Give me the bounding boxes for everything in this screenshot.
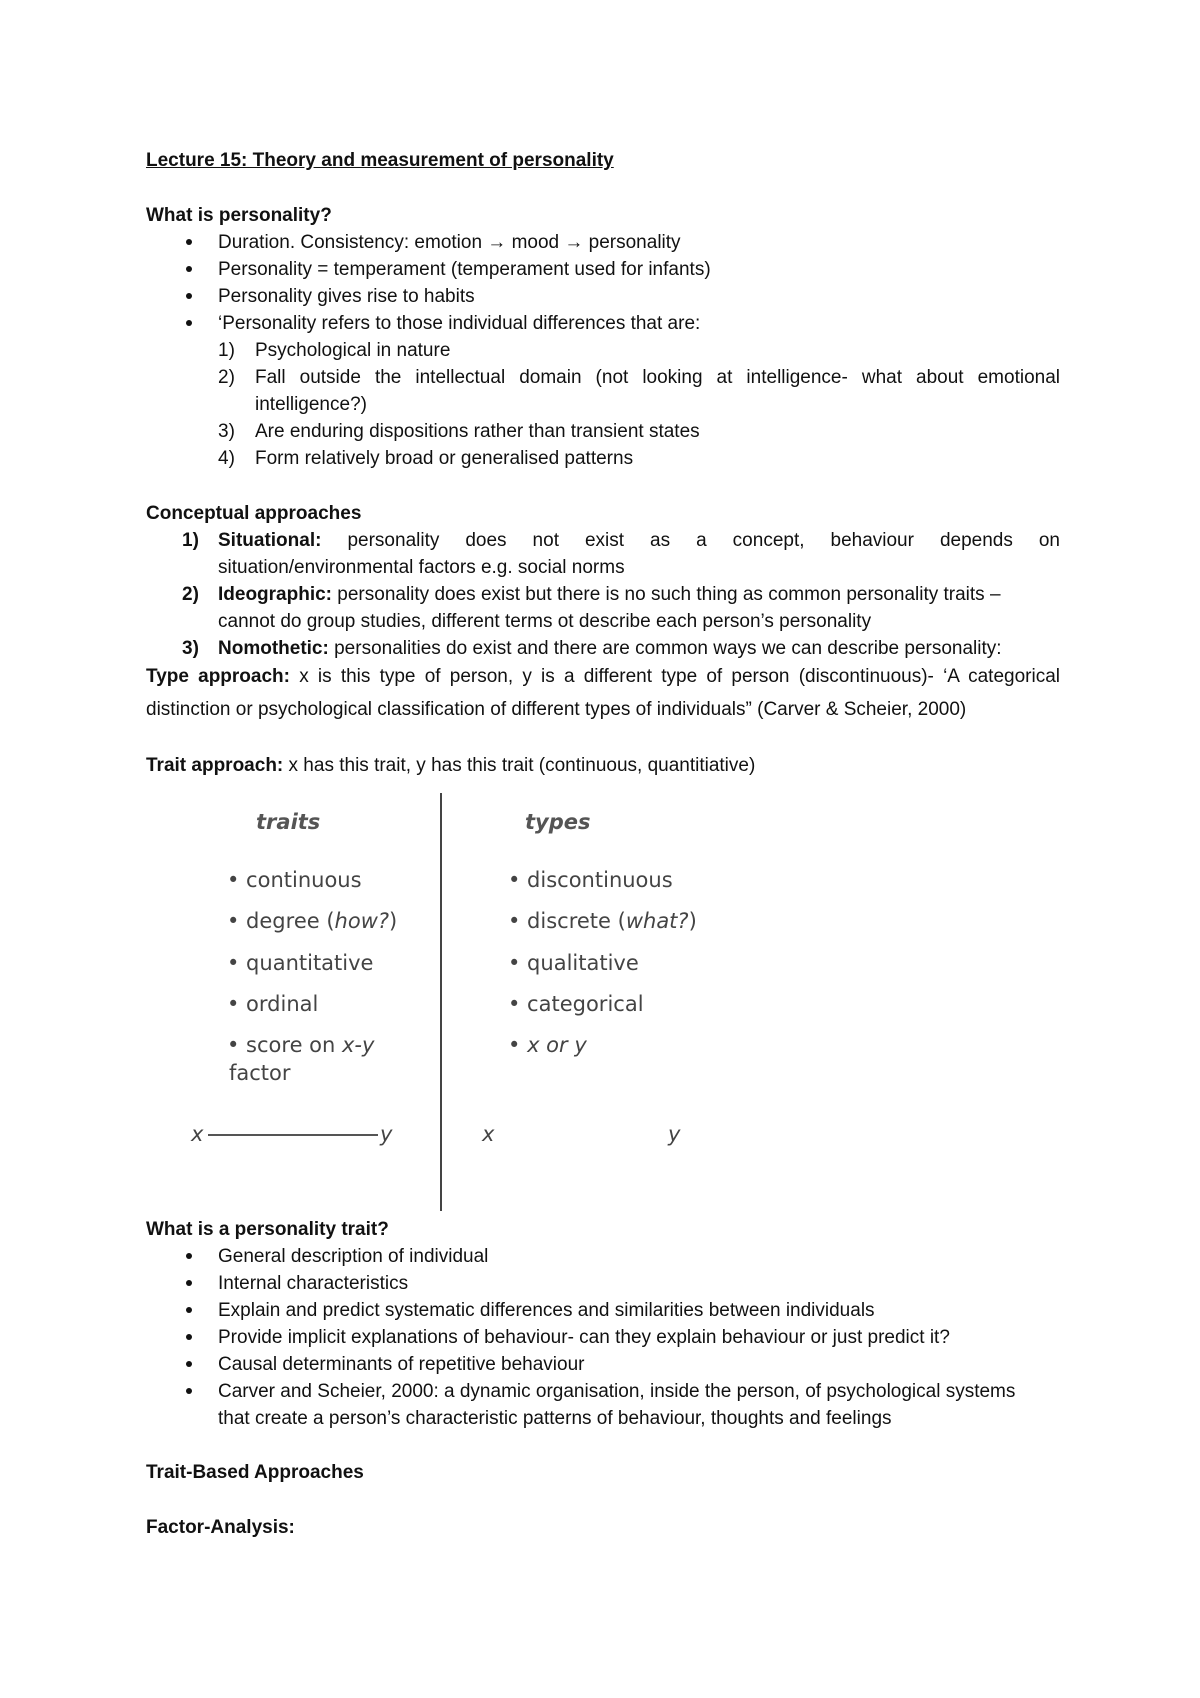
list-item-continuation: situation/environmental factors e.g. social norms — [218, 557, 625, 578]
type-approach-continuation: distinction or psychological classification of different types of individuals” (Carver & Scheier, 2000) — [146, 699, 967, 720]
bullet-dot — [186, 239, 192, 245]
bullet-dot — [186, 293, 192, 299]
list-item: Carver and Scheier, 2000: a dynamic organisation, inside the person, of psychological systems — [218, 1381, 1016, 1402]
list-item-continuation: that create a person’s characteristic patterns of behaviour, thoughts and feelings — [218, 1408, 892, 1429]
diagram-divider — [440, 793, 442, 1211]
list-number: 2) — [218, 367, 235, 388]
term-label: Trait approach: — [146, 755, 284, 776]
list-item: Fall outside the intellectual domain (not looking at intelligence- what about emotional — [255, 367, 1060, 388]
list-item: Duration. Consistency: emotion → mood → personality — [218, 232, 681, 253]
bullet-dot — [186, 1280, 192, 1286]
term-text: personality does exist but there is no such thing as common personality traits – — [337, 584, 1001, 605]
heading-trait-based-approaches: Trait-Based Approaches — [146, 1462, 364, 1483]
list-number: 1) — [182, 530, 199, 551]
diagram-traits-heading: traits — [256, 810, 321, 834]
diagram-text: ) — [389, 909, 398, 933]
list-item: Explain and predict systematic differences and similarities between individuals — [218, 1300, 875, 1321]
heading-factor-analysis: Factor-Analysis: — [146, 1517, 295, 1538]
list-item-ideographic — [218, 584, 1001, 606]
diagram-text-italic: x-y — [342, 1033, 375, 1057]
axis-y-label-types: y — [668, 1122, 681, 1146]
term-label: Ideographic: — [218, 584, 333, 605]
diagram-text: ) — [688, 909, 697, 933]
diagram-trait-item: • continuous — [227, 868, 362, 892]
bullet-dot — [186, 1307, 192, 1313]
list-item: General description of individual — [218, 1246, 489, 1267]
list-item: Personality = temperament (temperament used for infants) — [218, 259, 711, 280]
diagram-type-item: • qualitative — [508, 951, 639, 975]
axis-x-label-traits: x — [191, 1122, 204, 1146]
page-title: Lecture 15: Theory and measurement of personality — [146, 150, 614, 171]
diagram-text: • discrete ( — [508, 909, 626, 933]
list-number: 2) — [182, 584, 199, 605]
diagram-text-italic: what? — [625, 909, 689, 933]
list-item: Psychological in nature — [255, 340, 451, 361]
list-item: Are enduring dispositions rather than transient states — [255, 421, 700, 442]
heading-what-is-personality: What is personality? — [146, 205, 332, 226]
list-item: Form relatively broad or generalised patterns — [255, 448, 634, 469]
diagram-text: • score on — [227, 1033, 342, 1057]
bullet-dot — [186, 1388, 192, 1394]
diagram-type-item: • discontinuous — [508, 868, 673, 892]
list-item: Provide implicit explanations of behaviour- can they explain behaviour or just predict it? — [218, 1327, 950, 1348]
diagram-text: • — [508, 1033, 528, 1057]
term-text: x is this type of person, y is a different type of person (discontinuous)- ‘A categorical — [299, 666, 1060, 687]
heading-conceptual-approaches: Conceptual approaches — [146, 503, 362, 524]
list-number: 3) — [218, 421, 235, 442]
diagram-type-item — [508, 1033, 587, 1057]
axis-y-label-traits: y — [380, 1122, 393, 1146]
diagram-trait-item — [227, 909, 397, 933]
list-item: Causal determinants of repetitive behaviour — [218, 1354, 585, 1375]
diagram-trait-item — [227, 1033, 374, 1057]
axis-x-label-types: x — [482, 1122, 495, 1146]
list-item: Personality gives rise to habits — [218, 286, 475, 307]
continuum-line — [208, 1134, 378, 1136]
list-item: ‘Personality refers to those individual differences that are: — [218, 313, 701, 334]
term-label: Nomothetic: — [218, 638, 329, 659]
term-label: Type approach: — [146, 666, 290, 687]
trait-approach-line — [146, 755, 755, 777]
diagram-trait-item: • quantitative — [227, 951, 374, 975]
diagram-types-heading: types — [525, 810, 591, 834]
term-text: x has this trait, y has this trait (continuous, quantitiative) — [288, 755, 756, 776]
bullet-dot — [186, 266, 192, 272]
diagram-trait-item: • ordinal — [227, 992, 319, 1016]
list-item-continuation: cannot do group studies, different terms ot describe each person’s personality — [218, 611, 872, 632]
diagram-trait-item-continuation: factor — [229, 1061, 291, 1085]
list-item-continuation: intelligence?) — [255, 394, 367, 415]
list-number: 1) — [218, 340, 235, 361]
term-label: Situational: — [218, 530, 322, 551]
diagram-text-italic: how? — [334, 909, 390, 933]
list-number: 3) — [182, 638, 199, 659]
term-text: personalities do exist and there are common ways we can describe personality: — [334, 638, 1002, 659]
diagram-text-italic: x or y — [527, 1033, 587, 1057]
diagram-type-item — [508, 909, 697, 933]
bullet-dot — [186, 1334, 192, 1340]
bullet-dot — [186, 1361, 192, 1367]
list-number: 4) — [218, 448, 235, 469]
term-text: personality does not exist as a concept, behaviour depends on — [347, 530, 1060, 551]
list-item-nomothetic — [218, 638, 1002, 660]
list-item: Internal characteristics — [218, 1273, 409, 1294]
diagram-type-item: • categorical — [508, 992, 644, 1016]
bullet-dot — [186, 1253, 192, 1259]
diagram-text: • degree ( — [227, 909, 335, 933]
type-approach-line — [146, 666, 1060, 688]
bullet-dot — [186, 320, 192, 326]
list-item-situational — [218, 530, 1060, 552]
heading-personality-trait: What is a personality trait? — [146, 1219, 389, 1240]
